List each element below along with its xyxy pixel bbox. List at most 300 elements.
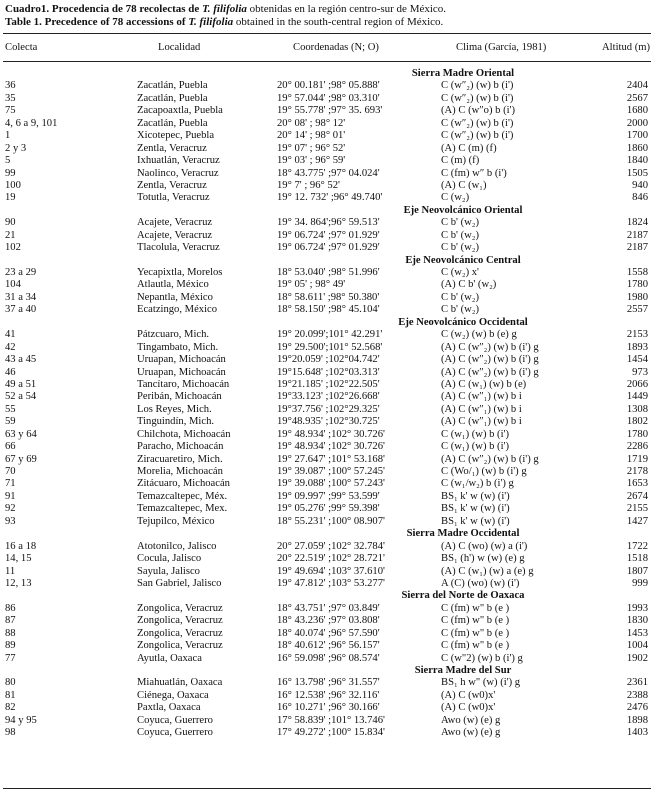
coordenadas-cell: 16° 59.098' ;96° 08.574' <box>277 652 380 664</box>
altitud-cell: 1453 <box>626 627 648 639</box>
colecta-cell: 23 a 29 <box>5 267 37 278</box>
localidad-cell: Zongolica, Veracruz <box>137 627 223 639</box>
clima-cell: (A) C b' (w₂) <box>441 279 497 291</box>
altitud-cell: 1308 <box>626 403 648 415</box>
clima-cell: (A) C (w″₁) (w) b i <box>441 403 522 415</box>
clima-cell: (A) C (w₁) <box>441 179 487 191</box>
localidad-cell: Zacapoaxtla, Puebla <box>137 105 223 117</box>
coordenadas-cell: 20° 22.519' ;102° 28.721' <box>277 553 385 565</box>
altitud-cell: 1505 <box>626 167 648 179</box>
coordenadas-cell: 20° 14' ; 98° 01' <box>277 130 346 142</box>
header-clima: Clima (García, 1981) <box>456 42 547 53</box>
clima-cell: BS₁ k' w (w) (i') <box>441 503 510 515</box>
localidad-cell: Ixhuatlán, Veracruz <box>137 155 220 167</box>
caption-es-suffix: obtenidas en la región centro-sur de México. <box>246 3 447 15</box>
colecta-cell: 104 <box>5 279 21 291</box>
colecta-cell: 16 a 18 <box>5 540 37 552</box>
localidad-cell: Ziracuaretiro, Mich. <box>137 453 223 465</box>
localidad-cell: Naolinco, Veracruz <box>137 167 219 179</box>
table-row <box>0 578 656 590</box>
caption-en-suffix: obtained in the south-central region of México. <box>233 16 444 28</box>
table-row <box>0 566 656 578</box>
coordenadas-cell: 18° 40.074' ;96° 57.590' <box>277 627 380 639</box>
altitud-cell: 1403 <box>626 727 648 739</box>
altitud-cell: 1807 <box>626 565 648 577</box>
coordenadas-cell: 19°20.059' ;102°04.742' <box>277 354 380 366</box>
caption-es-species: T. filifolia <box>202 3 247 15</box>
altitud-cell: 1802 <box>626 416 648 428</box>
coordenadas-cell: 16° 10.271' ;96° 30.166' <box>277 702 380 714</box>
table-row <box>0 379 656 391</box>
altitud-cell: 1004 <box>626 640 648 652</box>
localidad-cell: Los Reyes, Mich. <box>137 403 212 415</box>
section-heading <box>0 590 656 602</box>
colecta-cell: 80 <box>5 677 16 689</box>
altitud-cell: 1518 <box>626 553 648 565</box>
localidad-cell: Zongolica, Veracruz <box>137 615 223 627</box>
altitud-cell: 1980 <box>626 291 648 303</box>
clima-cell: (A) C (w₁) (w) a (e) g <box>441 565 534 577</box>
coordenadas-cell: 19° 34. 864';96° 59.513' <box>277 217 380 229</box>
clima-cell: (A) C (w″₁) (w) b i <box>441 416 522 428</box>
table-row <box>0 615 656 627</box>
colecta-cell: 59 <box>5 416 16 428</box>
table-row <box>0 329 656 341</box>
colecta-cell: 91 <box>5 490 16 502</box>
section-heading <box>0 205 656 217</box>
altitud-cell: 940 <box>632 179 648 191</box>
altitud-cell: 1830 <box>626 615 648 627</box>
clima-cell: C (w₁/w₂) b (i') g <box>441 478 514 490</box>
clima-cell: C (w₁) (w) b (i') <box>441 441 509 453</box>
table-row <box>0 80 656 92</box>
clima-cell: C (w″₂) (w) b (i') <box>441 130 514 142</box>
localidad-cell: Zacatlán, Puebla <box>137 117 208 129</box>
colecta-cell: 14, 15 <box>5 553 32 565</box>
localidad-cell: Yecapixtla, Morelos <box>137 267 223 278</box>
clima-cell: (A) C (w″₂) (w) b (i') g <box>441 453 539 465</box>
clima-cell: (A) C (w″o) b (i') <box>441 105 515 117</box>
table-row <box>0 354 656 366</box>
clima-cell: C (fm) w" b (e ) <box>441 640 510 652</box>
altitud-cell: 1902 <box>626 652 648 664</box>
table-row <box>0 304 656 316</box>
bottom-rule <box>3 788 651 789</box>
header-coordenadas: Coordenadas (N; O) <box>293 42 379 53</box>
colecta-cell: 37 a 40 <box>5 304 37 316</box>
altitud-cell: 2155 <box>626 503 648 515</box>
clima-cell: C (w₂) (w) b (e) g <box>441 329 517 341</box>
table-row <box>0 603 656 615</box>
localidad-cell: Uruapan, Michoacán <box>137 354 226 366</box>
altitud-cell: 1893 <box>626 341 648 353</box>
coordenadas-cell: 20° 27.059' ;102° 32.784' <box>277 540 385 552</box>
colecta-cell: 19 <box>5 192 16 204</box>
clima-cell: C (fm) w″ b (i') <box>441 167 507 179</box>
altitud-cell: 2567 <box>626 92 648 104</box>
coordenadas-cell: 19°15.648' ;102°03.313' <box>277 366 380 378</box>
colecta-cell: 89 <box>5 640 16 652</box>
localidad-cell: Coyuca, Guerrero <box>137 727 213 739</box>
table-row <box>0 143 656 155</box>
altitud-cell: 1454 <box>626 354 648 366</box>
altitud-cell: 2153 <box>626 329 648 341</box>
localidad-cell: Nepantla, México <box>137 291 213 303</box>
localidad-cell: Paxtla, Oaxaca <box>137 702 201 714</box>
localidad-cell: Zacatlán, Puebla <box>137 92 208 104</box>
localidad-cell: Zentla, Veracruz <box>137 179 207 191</box>
colecta-cell: 66 <box>5 441 16 453</box>
clima-cell: C b' (w₂) <box>441 217 479 229</box>
clima-cell: (A) C (w₁) (w) b (e) <box>441 378 527 390</box>
section-heading <box>0 665 656 677</box>
altitud-cell: 2361 <box>626 677 648 689</box>
altitud-cell: 2476 <box>626 702 648 714</box>
clima-cell: (A) C (w″₂) (w) b (i') g <box>441 341 539 353</box>
localidad-cell: Miahuatlán, Oaxaca <box>137 677 223 689</box>
localidad-cell: Temazcaltepec, Méx. <box>137 490 228 502</box>
colecta-cell: 1 <box>5 130 11 142</box>
altitud-cell: 999 <box>632 577 648 589</box>
coordenadas-cell: 18° 43.236' ;97° 03.808' <box>277 615 380 627</box>
header-altitud: Altitud (m) <box>602 42 650 53</box>
clima-cell: (A) C (w″₂) (w) b (i') g <box>441 366 539 378</box>
coordenadas-cell: 19° 07' ; 96° 52' <box>277 142 346 154</box>
clima-cell: C (w₁) (w) b (i') <box>441 428 509 440</box>
clima-cell: C (fm) w" b (e ) <box>441 627 510 639</box>
table-row <box>0 503 656 515</box>
table-row <box>0 391 656 403</box>
localidad-cell: Tancítaro, Michoacán <box>137 378 230 390</box>
clima-cell: C (Wo/₁) (w) b (i') g <box>441 466 527 477</box>
colecta-cell: 98 <box>5 727 16 739</box>
altitud-cell: 2674 <box>626 490 648 502</box>
localidad-cell: Chilchota, Michoacán <box>137 428 231 440</box>
colecta-cell: 99 <box>5 167 16 179</box>
altitud-cell: 1700 <box>626 130 648 142</box>
colecta-cell: 100 <box>5 179 21 191</box>
coordenadas-cell: 19° 05.276' ;99° 59.398' <box>277 503 380 515</box>
altitud-cell: 2178 <box>626 466 648 477</box>
table-row <box>0 516 656 528</box>
coordenadas-cell: 18° 58.150' ;98° 45.104' <box>277 304 380 316</box>
table-row <box>0 429 656 441</box>
coordenadas-cell: 19° 39.088' ;100° 57.243' <box>277 478 385 490</box>
table-row <box>0 541 656 553</box>
localidad-cell: Atotonilco, Jalisco <box>137 540 217 552</box>
coordenadas-cell: 19° 20.099';101° 42.291' <box>277 329 383 341</box>
coordenadas-cell: 19° 47.812' ;103° 53.277' <box>277 577 385 589</box>
table-row <box>0 653 656 665</box>
clima-cell: C (w₂) x' <box>441 267 479 278</box>
table-row <box>0 478 656 490</box>
localidad-cell: Paracho, Michoacán <box>137 441 224 453</box>
coordenadas-cell: 18° 53.040' ;98° 51.996' <box>277 267 380 278</box>
coordenadas-cell: 19°21.185' ;102°22.505' <box>277 378 380 390</box>
table-row <box>0 180 656 192</box>
localidad-cell: Atlautla, México <box>137 279 209 291</box>
table-row <box>0 690 656 702</box>
section-title: Sierra Madre Oriental <box>411 68 515 79</box>
localidad-cell: Ciénega, Oaxaca <box>137 689 209 701</box>
localidad-cell: Zongolica, Veracruz <box>137 640 223 652</box>
altitud-cell: 2187 <box>626 242 648 254</box>
localidad-cell: Tlacolula, Veracruz <box>137 242 220 254</box>
localidad-cell: Cocula, Jalisco <box>137 553 202 565</box>
coordenadas-cell: 18° 43.751' ;97° 03.849' <box>277 602 380 614</box>
coordenadas-cell: 19° 05' ; 98° 49' <box>277 279 346 291</box>
altitud-cell: 2557 <box>626 304 648 316</box>
table-row <box>0 404 656 416</box>
clima-cell: C b' (w₂) <box>441 291 479 303</box>
altitud-cell: 1427 <box>626 515 648 527</box>
table-row <box>0 93 656 105</box>
altitud-cell: 973 <box>632 366 648 378</box>
clima-cell: BS₁ k' w (w) (i') <box>441 490 510 502</box>
coordenadas-cell: 19° 49.694' ;103° 37.610' <box>277 565 385 577</box>
colecta-cell: 92 <box>5 503 16 515</box>
colecta-cell: 52 a 54 <box>5 391 37 403</box>
table-row <box>0 192 656 204</box>
coordenadas-cell: 19° 55.778' ;97° 35. 693' <box>277 105 383 117</box>
table-row <box>0 640 656 652</box>
colecta-cell: 88 <box>5 627 16 639</box>
section-title: Sierra Madre Occidental <box>406 528 520 540</box>
table-row <box>0 242 656 254</box>
coordenadas-cell: 17° 49.272' ;100° 15.834' <box>277 727 385 739</box>
coordenadas-cell: 19° 09.997' ;99° 53.599' <box>277 490 380 502</box>
colecta-cell: 12, 13 <box>5 577 32 589</box>
table-row <box>0 466 656 478</box>
table-body <box>0 68 656 740</box>
section-title: Eje Neovolcánico Central <box>405 254 521 266</box>
colecta-cell: 63 y 64 <box>5 428 37 440</box>
clima-cell: C b' (w₂) <box>441 229 479 241</box>
clima-cell: C (fm) w" b (e ) <box>441 615 510 627</box>
caption-spanish <box>5 3 446 15</box>
altitud-cell: 1558 <box>626 267 648 278</box>
clima-cell: BS₁ k' w (w) (i') <box>441 515 510 527</box>
altitud-cell: 2187 <box>626 229 648 241</box>
clima-cell: A (C) (wo) (w) (i') <box>441 577 520 589</box>
coordenadas-cell: 19° 48.934' ;102° 30.726' <box>277 441 385 453</box>
altitud-cell: 1780 <box>626 279 648 291</box>
coordenadas-cell: 16° 13.798' ;96° 31.557' <box>277 677 380 689</box>
section-title: Sierra del Norte de Oaxaca <box>401 590 525 602</box>
table-row <box>0 491 656 503</box>
altitud-cell: 1824 <box>626 217 648 229</box>
clima-cell: C b' (w₂) <box>441 242 479 254</box>
altitud-cell: 1860 <box>626 142 648 154</box>
colecta-cell: 4, 6 a 9, 101 <box>5 117 58 129</box>
clima-cell: C (m) (f) <box>441 155 480 167</box>
colecta-cell: 70 <box>5 466 16 477</box>
table-row <box>0 267 656 279</box>
coordenadas-cell: 19° 06.724' ;97° 01.929' <box>277 229 380 241</box>
header-rule <box>3 61 651 62</box>
section-heading <box>0 528 656 540</box>
coordenadas-cell: 19° 27.647' ;101° 53.168' <box>277 453 385 465</box>
coordenadas-cell: 20° 08' ; 98° 12' <box>277 117 346 129</box>
coordenadas-cell: 19° 29.500';101° 52.568' <box>277 341 383 353</box>
colecta-cell: 36 <box>5 80 16 92</box>
table-row <box>0 279 656 291</box>
localidad-cell: Tinguindín, Mich. <box>137 416 215 428</box>
altitud-cell: 1449 <box>626 391 648 403</box>
section-heading <box>0 255 656 267</box>
table-row <box>0 454 656 466</box>
coordenadas-cell: 19° 48.934' ;102° 30.726' <box>277 428 385 440</box>
table-row <box>0 367 656 379</box>
table-row <box>0 416 656 428</box>
localidad-cell: Tingambato, Mich. <box>137 341 219 353</box>
altitud-cell: 1993 <box>626 602 648 614</box>
colecta-cell: 42 <box>5 341 16 353</box>
localidad-cell: Xicotepec, Puebla <box>137 130 215 142</box>
localidad-cell: Morelia, Michoacán <box>137 466 223 477</box>
clima-cell: (A) C (w0)x' <box>441 702 496 714</box>
table-row <box>0 105 656 117</box>
altitud-cell: 2404 <box>626 80 648 92</box>
colecta-cell: 31 a 34 <box>5 291 37 303</box>
table-row <box>0 118 656 130</box>
coordenadas-cell: 19° 06.724' ;97° 01.929' <box>277 242 380 254</box>
altitud-cell: 846 <box>632 192 648 204</box>
altitud-cell: 1719 <box>626 453 648 465</box>
altitud-cell: 2286 <box>626 441 648 453</box>
localidad-cell: Temazcaltepec, Mex. <box>137 503 228 515</box>
altitud-cell: 1680 <box>626 105 648 117</box>
altitud-cell: 2388 <box>626 689 648 701</box>
clima-cell: C (w₂) <box>441 192 470 204</box>
coordenadas-cell: 19° 12. 732' ;96° 49.740' <box>277 192 383 204</box>
colecta-cell: 87 <box>5 615 16 627</box>
section-title: Eje Neovolcánico Oriental <box>403 204 523 216</box>
table-row <box>0 441 656 453</box>
altitud-cell: 2000 <box>626 117 648 129</box>
coordenadas-cell: 16° 12.538' ;96° 32.116' <box>277 689 380 701</box>
colecta-cell: 90 <box>5 217 16 229</box>
localidad-cell: Acajete, Veracruz <box>137 229 213 241</box>
clima-cell: BS₁ (h') w (w) (e) g <box>441 553 525 565</box>
localidad-cell: Zitácuaro, Michoacán <box>137 478 230 490</box>
header-colecta: Colecta <box>5 42 38 53</box>
coordenadas-cell: 18° 55.231' ;100° 08.907' <box>277 515 385 527</box>
colecta-cell: 93 <box>5 515 16 527</box>
clima-cell: C (w″₂) (w) b (i') <box>441 80 514 92</box>
colecta-cell: 43 a 45 <box>5 354 37 366</box>
colecta-cell: 46 <box>5 366 16 378</box>
localidad-cell: Zentla, Veracruz <box>137 142 207 154</box>
localidad-cell: Acajete, Veracruz <box>137 217 213 229</box>
localidad-cell: Zongolica, Veracruz <box>137 602 223 614</box>
coordenadas-cell: 19° 03' ; 96° 59' <box>277 155 346 167</box>
localidad-cell: Ayutla, Oaxaca <box>137 652 202 664</box>
coordenadas-cell: 18° 43.775' ;97° 04.024' <box>277 167 380 179</box>
section-title: Eje Neovolcánico Occidental <box>398 316 528 328</box>
coordenadas-cell: 19° 57.044' ;98° 03.310' <box>277 92 380 104</box>
altitud-cell: 1898 <box>626 714 648 726</box>
section-title: Sierra Madre del Sur <box>414 665 512 676</box>
colecta-cell: 5 <box>5 155 11 167</box>
coordenadas-cell: 19°37.756' ;102°29.325' <box>277 403 380 415</box>
header-localidad: Localidad <box>158 42 201 53</box>
clima-cell: C (w"2) (w) b (i') g <box>441 652 523 664</box>
coordenadas-cell: 18° 58.611' ;98° 50.380' <box>277 291 380 303</box>
colecta-cell: 55 <box>5 403 16 415</box>
localidad-cell: Tejupilco, México <box>137 515 215 527</box>
colecta-cell: 82 <box>5 702 16 714</box>
table-row <box>0 677 656 689</box>
localidad-cell: Totutla, Veracruz <box>137 192 210 204</box>
colecta-cell: 86 <box>5 602 16 614</box>
clima-cell: C (fm) w" b (e ) <box>441 602 510 614</box>
altitud-cell: 1780 <box>626 428 648 440</box>
altitud-cell: 1722 <box>626 540 648 552</box>
caption-en-species: T. filifolia <box>188 16 234 28</box>
table-row <box>0 628 656 640</box>
colecta-cell: 35 <box>5 92 16 104</box>
coordenadas-cell: 19° 39.087' ;100° 57.245' <box>277 466 385 477</box>
colecta-cell: 49 a 51 <box>5 378 37 390</box>
clima-cell: Awo (w) (e) g <box>441 714 501 726</box>
table-row <box>0 130 656 142</box>
clima-cell: C (w″₂) (w) b (i') <box>441 92 514 104</box>
localidad-cell: Zacatlán, Puebla <box>137 80 208 92</box>
colecta-cell: 75 <box>5 105 16 117</box>
table-row <box>0 230 656 242</box>
colecta-cell: 2 y 3 <box>5 142 27 154</box>
colecta-cell: 41 <box>5 329 16 341</box>
coordenadas-cell: 17° 58.839' ;101° 13.746' <box>277 714 385 726</box>
clima-cell: (A) C (wo) (w) a (i') <box>441 540 528 552</box>
colecta-cell: 67 y 69 <box>5 453 37 465</box>
coordenadas-cell: 18° 40.612' ;96° 56.157' <box>277 640 380 652</box>
coordenadas-cell: 19°48.935' ;102°30.725' <box>277 416 380 428</box>
localidad-cell: Uruapan, Michoacán <box>137 366 226 378</box>
localidad-cell: Peribán, Michoacán <box>137 391 222 403</box>
colecta-cell: 94 y 95 <box>5 714 37 726</box>
altitud-cell: 2066 <box>626 378 648 390</box>
colecta-cell: 81 <box>5 689 16 701</box>
table-row <box>0 715 656 727</box>
altitud-cell: 1840 <box>626 155 648 167</box>
localidad-cell: Ecatzingo, México <box>137 304 218 316</box>
caption-en-prefix: Table 1. Precedence of 78 accessions of <box>5 16 189 28</box>
clima-cell: (A) C (w″₁) (w) b i <box>441 391 522 403</box>
table-row <box>0 155 656 167</box>
clima-cell: C b' (w₂) <box>441 304 479 316</box>
colecta-cell: 21 <box>5 229 16 241</box>
colecta-cell: 71 <box>5 478 16 490</box>
clima-cell: C (w″₂) (w) b (i') <box>441 117 514 129</box>
table-row <box>0 342 656 354</box>
colecta-cell: 77 <box>5 652 16 664</box>
clima-cell: (A) C (w0)x' <box>441 689 496 701</box>
table-row <box>0 702 656 714</box>
clima-cell: Awo (w) (e) g <box>441 727 501 739</box>
colecta-cell: 11 <box>5 565 16 577</box>
altitud-cell: 1653 <box>626 478 648 490</box>
localidad-cell: Coyuca, Guerrero <box>137 714 213 726</box>
coordenadas-cell: 19°33.123' ;102°26.668' <box>277 391 380 403</box>
clima-cell: (A) C (m) (f) <box>441 142 497 154</box>
clima-cell: (A) C (w″₂) (w) b (i') g <box>441 354 539 366</box>
clima-cell: BS₁ h w" (w) (i') g <box>441 677 521 689</box>
colecta-cell: 102 <box>5 242 21 254</box>
section-heading <box>0 68 656 80</box>
top-rule <box>3 33 651 34</box>
